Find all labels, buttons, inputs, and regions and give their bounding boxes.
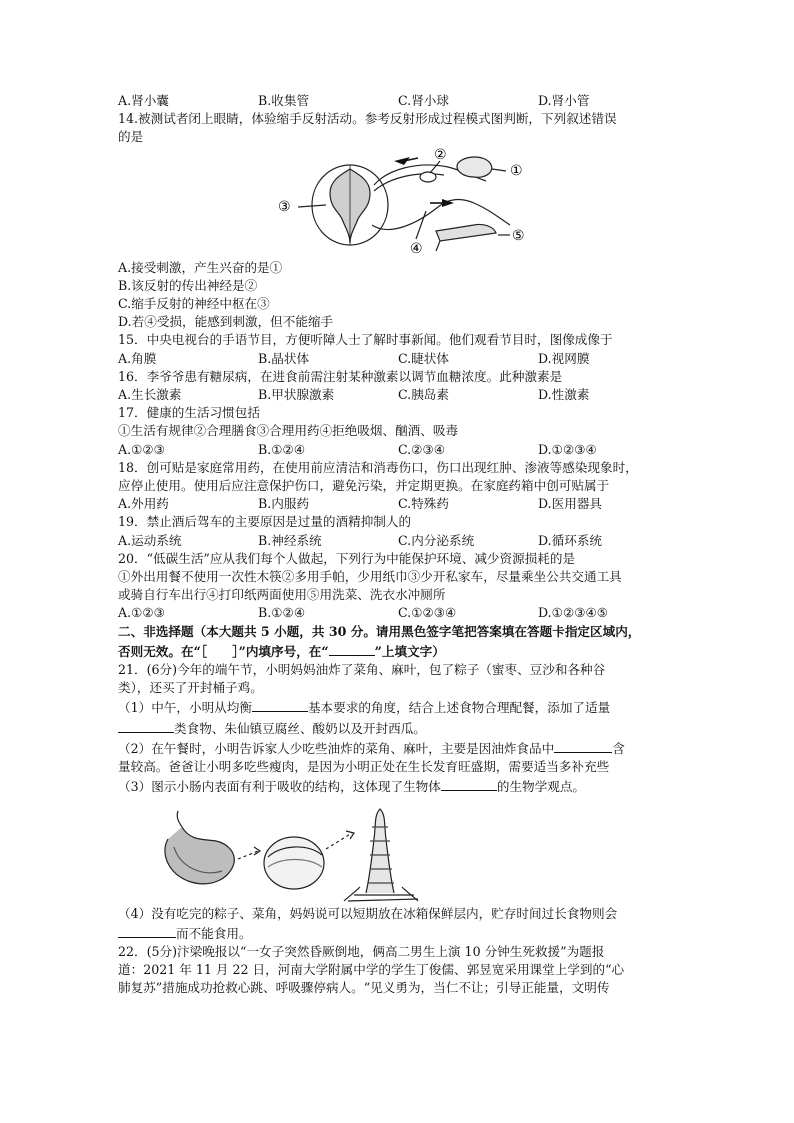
option: B.①②④ [258, 441, 306, 457]
option: B.晶状体 [258, 350, 310, 366]
section-heading: 二、非选择题（本大题共 5 小题，共 30 分。请用黑色签字笔把答案填在答题卡指定区域内， [118, 623, 641, 639]
blank [329, 641, 375, 656]
q21-stem-cont: 类），还买了开封桶子鸡。 [118, 680, 263, 696]
option: A.外用药 [118, 496, 169, 512]
section-text: ”上填文字） [374, 643, 445, 659]
q21-part1 [118, 697, 680, 717]
q21-stem: 21．(6分)今年的端午节，小明妈妈油炸了菜角、麻叶，包了粽子（蜜枣、豆沙和各种谷 [118, 662, 606, 678]
q16-stem: 16．李爷爷患有糖尿病，在进食前需注射某种激素以调节血糖浓度。此种激素是 [118, 368, 563, 384]
answer-blank[interactable] [441, 776, 497, 791]
option: D.医用器具 [538, 496, 603, 512]
option: D.循环系统 [538, 532, 603, 548]
label-1: ① [510, 162, 523, 179]
option: D.视网膜 [538, 350, 590, 366]
option: D.①②③④ [538, 441, 597, 457]
section-text: 否则无效。在“［ ］”内填序号，在“ [118, 643, 329, 659]
exam-page [118, 92, 680, 998]
q21-part2-cont: 量较高。爸爸让小明多吃些瘦肉，是因为小明正处在生长发育旺盛期，需要适当多补充些 [118, 759, 610, 775]
q21-part1-cont [118, 718, 680, 738]
q18-stem: 18．创可贴是家庭常用药，在使用前应清洁和消毒伤口，伤口出现红肿、渗液等感染现象时， [118, 459, 638, 475]
option: C.特殊药 [398, 496, 449, 512]
text: 基本要求的角度，结合上述食物合理配餐，添加了适量 [307, 700, 611, 716]
q22-stem: 22．(5分)汴梁晚报以“一女子突然昏厥倒地，俩高二男生上演 10 分钟生死救援”为题报 [118, 943, 605, 959]
text: （1）中午，小明从均衡 [118, 700, 252, 716]
reflex-arc-figure [118, 147, 680, 259]
option: B.神经系统 [258, 532, 322, 548]
option: B.甲状腺激素 [258, 387, 335, 403]
option: A.生长激素 [118, 387, 182, 403]
q22-stem-cont: 道：2021 年 11 月 22 日，河南大学附属中学的学生丁俊儒、郭昱宽采用课堂上学到的“心 [118, 962, 625, 978]
reflex-arc-diagram [118, 147, 680, 259]
option: A.①②③ [118, 441, 165, 457]
q19-stem: 19．禁止酒后驾车的主要原因是过量的酒精抑制人的 [118, 514, 412, 530]
option: A.运动系统 [118, 532, 182, 548]
option: A.角膜 [118, 350, 157, 366]
option: C.睫状体 [398, 350, 449, 366]
option: B.①②④ [258, 605, 306, 621]
option: A.①②③ [118, 605, 165, 621]
option: C.肾小球 [398, 93, 449, 108]
q21-part2 [118, 738, 680, 758]
answer-blank[interactable] [252, 697, 308, 712]
q18-stem-cont: 应停止使用。使用后应注意保护伤口，避免污染，并定期更换。在家庭药箱中创可贴属于 [118, 478, 610, 494]
option: A.肾小囊 [118, 93, 169, 108]
q14-option-a: A.接受刺激，产生兴奋的是① [118, 259, 283, 275]
text: （2）在午餐时，小明告诉家人少吃些油炸的菜角、麻叶，主要是因油炸食品中 [118, 740, 555, 756]
option: C.①②③④ [398, 605, 457, 621]
q20-items: ①外出用餐不使用一次性木筷②多用手帕，少用纸巾③少开私家车，尽量乘坐公共交通工具 [118, 569, 622, 585]
q14-option-c: C.缩手反射的神经中枢在③ [118, 296, 270, 312]
text: 的生物学观点。 [496, 779, 586, 795]
text: 而不能食用。 [176, 925, 252, 941]
answer-blank[interactable] [554, 738, 612, 753]
option: C.内分泌系统 [398, 532, 475, 548]
option: C.②③④ [398, 441, 446, 457]
q14-stem-cont: 的是 [118, 129, 144, 145]
q17-options [118, 441, 680, 459]
q20-options [118, 604, 680, 622]
q15-stem: 15．中央电视台的手语节目，方便听障人士了解时事新闻。他们观看节目时，图像成像于 [118, 332, 613, 348]
label-5: ⑤ [512, 227, 525, 244]
option: D.①②③④⑤ [538, 605, 609, 621]
answer-blank[interactable] [118, 923, 176, 938]
q20-stem: 20．“低碳生活”应从我们每个人做起，下列行为中能保护环境、减少资源损耗的是 [118, 550, 576, 566]
text: 类食物、朱仙镇豆腐丝、酸奶以及开封西瓜。 [174, 720, 426, 736]
q17-items: ①生活有规律②合理膳食③合理用药④拒绝吸烟、酗酒、吸毒 [118, 423, 459, 439]
label-4: ④ [410, 240, 423, 257]
option: B.内服药 [258, 496, 310, 512]
q15-options [118, 350, 680, 368]
q14-option-b: B.该反射的传出神经是② [118, 277, 258, 293]
option: B.收集管 [258, 93, 310, 108]
label-2: ② [434, 146, 447, 163]
text: 含 [612, 740, 625, 756]
option: C.胰岛素 [398, 387, 449, 403]
q18-options [118, 495, 680, 513]
section-heading-cont [118, 641, 680, 661]
q21-part4: （4）没有吃完的粽子、菜角，妈妈说可以短期放在冰箱保鲜层内，贮存时间过长食物则会 [118, 905, 618, 921]
option: D.肾小管 [538, 93, 590, 108]
q22-stem-cont2: 肺复苏”措施成功抢救心跳、呼吸骤停病人。“见义勇为，当仁不让；引导正能量，文明传 [118, 980, 610, 996]
q21-part3 [118, 776, 680, 796]
q14-stem: 14.被测试者闭上眼睛，体验缩手反射活动。参考反射形成过程模式图判断，下列叙述错误 [118, 111, 617, 127]
q20-items-cont: 或骑自行车出行④打印纸两面使用⑤用洗菜、洗衣水冲厕所 [118, 587, 446, 603]
q17-stem: 17．健康的生活习惯包括 [118, 405, 260, 421]
answer-blank[interactable] [118, 718, 174, 733]
q13-options [118, 92, 680, 110]
q14-option-d: D.若④受损，能感到刺激，但不能缩手 [118, 314, 334, 330]
q21-part4-cont [118, 923, 680, 943]
small-intestine-diagram [118, 797, 680, 905]
option: D.性激素 [538, 387, 590, 403]
small-intestine-figure [118, 797, 680, 905]
q19-options [118, 532, 680, 550]
text: （3）图示小肠内表面有利于吸收的结构，这体现了生物体 [118, 779, 441, 795]
q16-options [118, 386, 680, 404]
label-3: ③ [278, 198, 291, 215]
